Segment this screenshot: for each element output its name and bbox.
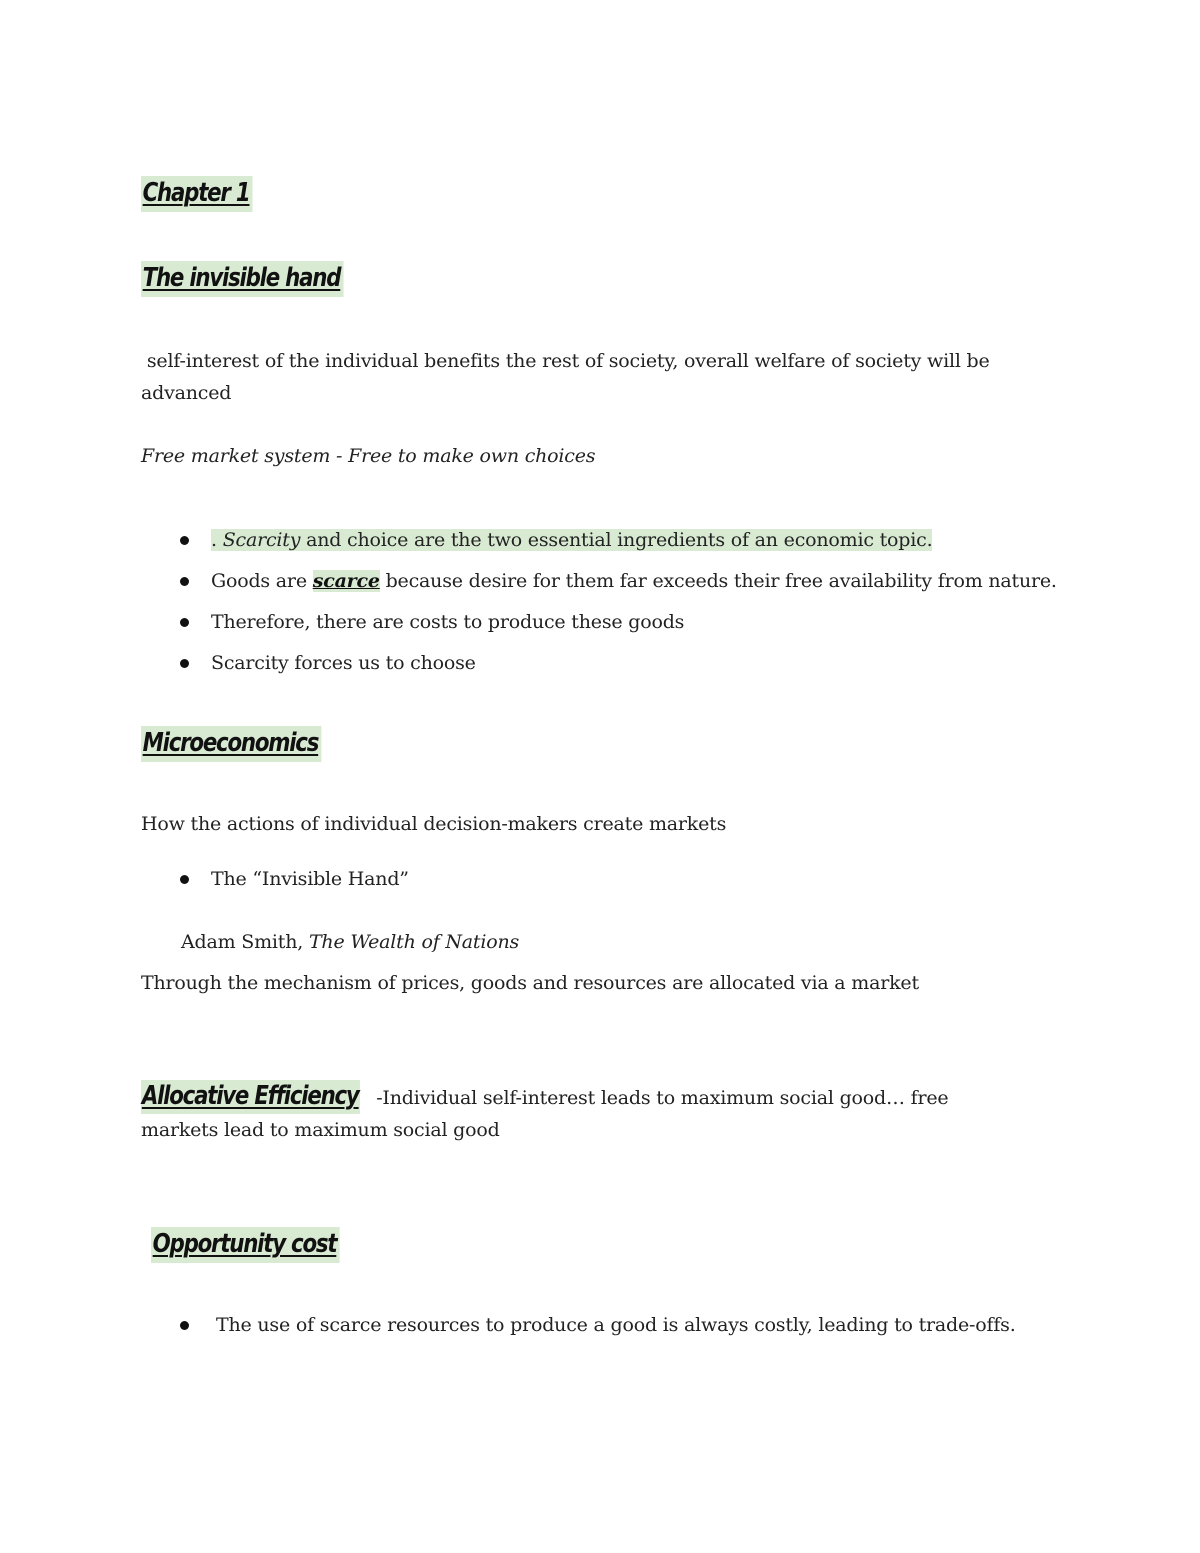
list-item xyxy=(176,602,1057,643)
chapter-heading-wrap xyxy=(141,176,277,212)
book-title: The Wealth of Nations xyxy=(308,931,520,953)
bullet-dot-icon xyxy=(180,618,189,627)
opportunity-cost-bullet-list xyxy=(176,1305,1016,1346)
scarcity-bullet-list xyxy=(176,520,1057,684)
microeconomics-heading-wrap xyxy=(141,726,361,762)
section-heading-allocative-efficiency: Allocative Efficiency xyxy=(141,1080,360,1114)
microeconomics-line: How the actions of individual decision-makers create markets xyxy=(141,813,727,835)
author-name: Adam Smith, xyxy=(181,931,309,953)
chapter-title: Chapter 1 xyxy=(141,176,253,212)
highlighted-bullet-text xyxy=(211,529,932,551)
bullet-text: The “Invisible Hand” xyxy=(211,868,409,890)
section-heading-invisible-hand: The invisible hand xyxy=(141,261,344,297)
list-item xyxy=(176,561,1057,602)
bullet-text: The use of scarce resources to produce a good is always costly, leading to trade-offs. xyxy=(216,1314,1016,1336)
attribution xyxy=(181,926,519,958)
allocative-efficiency-paragraph xyxy=(141,1080,1031,1146)
list-item xyxy=(176,1305,1016,1346)
bullet-dot-icon xyxy=(180,875,189,884)
bullet-prefix: . xyxy=(211,529,223,551)
scarce-term: scarce xyxy=(312,570,380,592)
scarcity-term: Scarcity xyxy=(222,529,301,551)
mechanism-line: Through the mechanism of prices, goods and resources are allocated via a market xyxy=(141,972,919,994)
bullet-dot-icon xyxy=(180,659,189,668)
list-item xyxy=(176,520,1057,561)
bullet-text: Scarcity forces us to choose xyxy=(211,652,476,674)
invisible-hand-heading-wrap xyxy=(141,261,388,297)
opportunity-cost-heading-wrap xyxy=(151,1227,381,1263)
bullet-text: and choice are the two essential ingredients of an economic topic. xyxy=(300,529,933,551)
allocative-efficiency-text: -Individual self-interest leads to maximum social good… free markets lead to maximum social good xyxy=(141,1087,949,1141)
section-heading-opportunity-cost: Opportunity cost xyxy=(151,1227,340,1263)
bullet-dot-icon xyxy=(180,577,189,586)
list-item xyxy=(176,643,1057,684)
microeconomics-bullet-list xyxy=(176,859,409,900)
bullet-text: because desire for them far exceeds their free availability from nature. xyxy=(379,570,1057,592)
section-heading-microeconomics: Microeconomics xyxy=(141,726,321,762)
bullet-dot-icon xyxy=(180,1321,189,1330)
free-market-line: Free market system - Free to make own choices xyxy=(141,445,596,467)
invisible-hand-paragraph: self-interest of the individual benefits the rest of society, overall welfare of society will be advanced xyxy=(141,350,996,404)
list-item xyxy=(176,859,409,900)
bullet-text: Goods are xyxy=(211,570,313,592)
bullet-dot-icon xyxy=(180,536,189,545)
bullet-text: Therefore, there are costs to produce these goods xyxy=(211,611,685,633)
